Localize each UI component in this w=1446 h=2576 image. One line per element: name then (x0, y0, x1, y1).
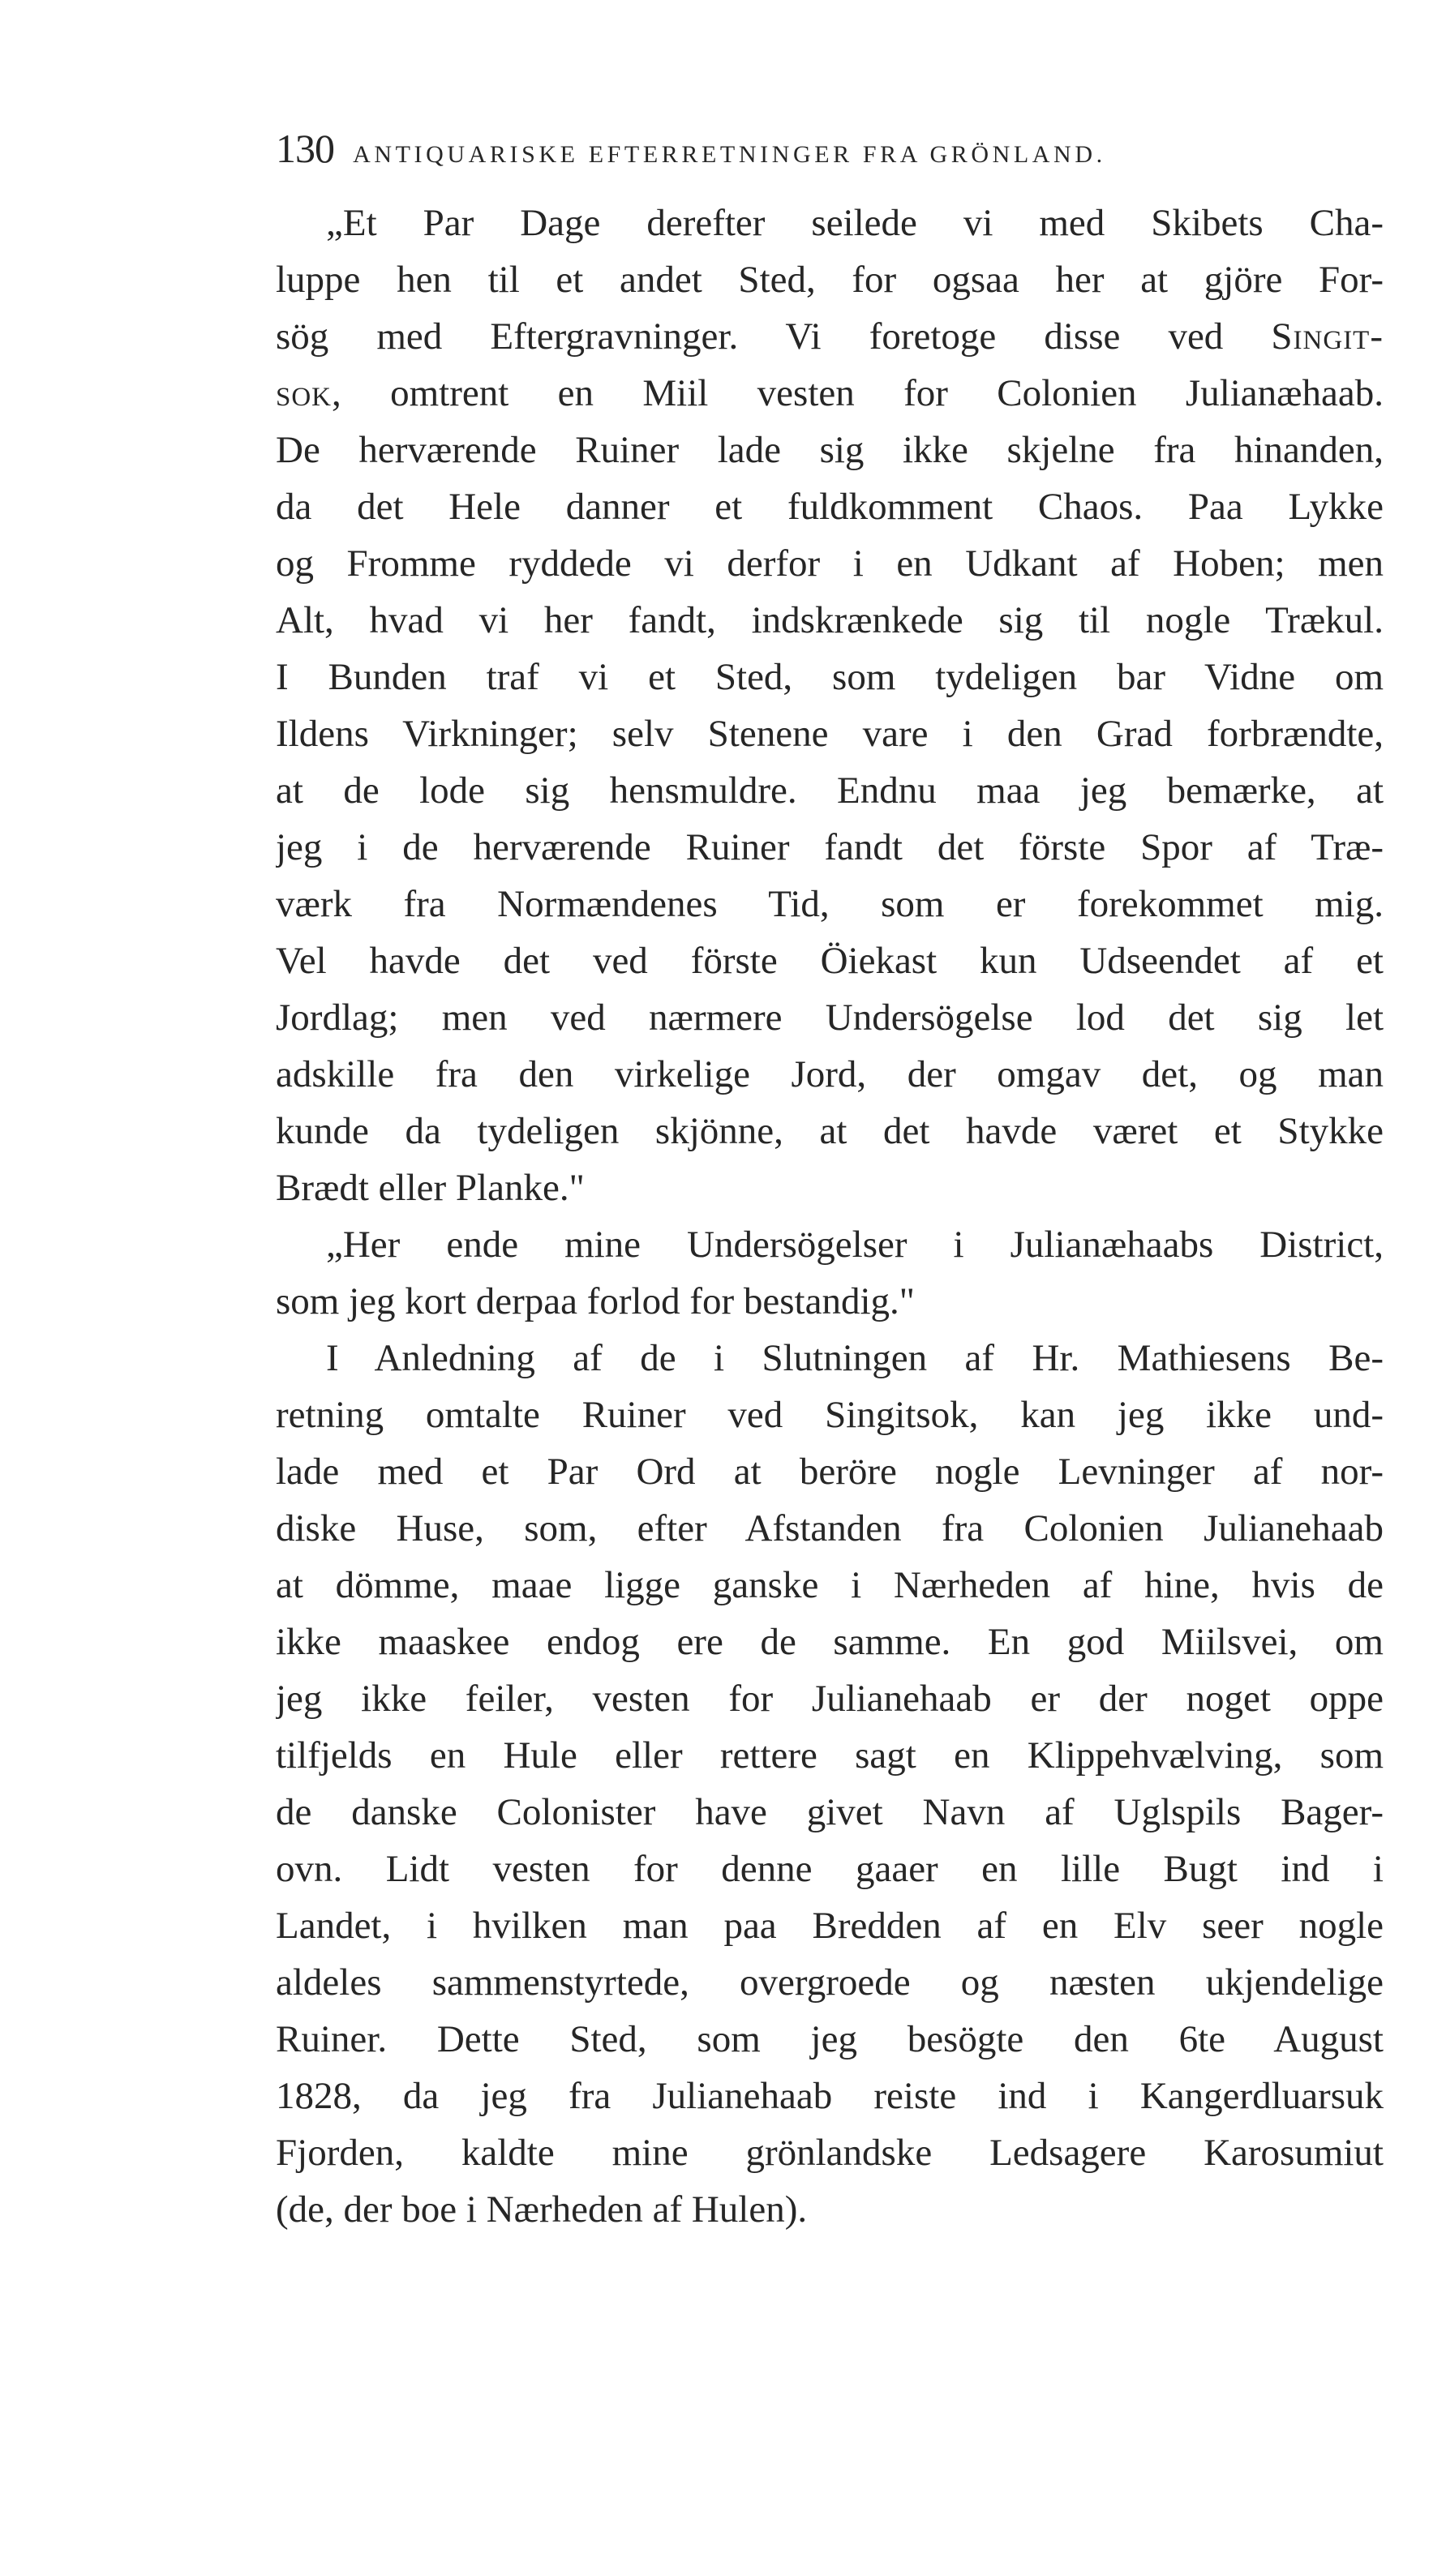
place-name-smallcaps: sok (276, 372, 333, 414)
text-line: at de lode sig hensmuldre. Endnu maa jeg bemærke, at (276, 769, 1384, 812)
text-line: Ruiner. Dette Sted, som jeg besögte den 6te August (276, 2018, 1384, 2060)
text-line: ovn. Lidt vesten for denne gaaer en lille Bugt ind i (276, 1848, 1384, 1890)
text-line: I Anledning af de i Slutningen af Hr. Mathiesens Be- (326, 1337, 1384, 1379)
place-name-smallcaps: Singit- (1271, 315, 1384, 358)
page-number: 130 (276, 126, 334, 171)
paragraph-3 (276, 1330, 1384, 2238)
paragraph-2 (276, 1216, 1384, 1330)
text-line: og Fromme ryddede vi derfor i en Udkant af Hoben; men (276, 542, 1384, 585)
text-line: da det Hele danner et fuldkomment Chaos. Paa Lykke (276, 486, 1384, 528)
text-line (276, 308, 1384, 365)
text-line: „Her ende mine Undersögelser i Julianæhaabs District, (326, 1224, 1384, 1266)
text-line: „Et Par Dage derefter seilede vi med Skibets Cha- (326, 202, 1384, 244)
text-line: som jeg kort derpaa forlod for bestandig." (276, 1280, 915, 1322)
text-line (276, 365, 1384, 422)
text-line: kunde da tydeligen skjönne, at det havde været et Stykke (276, 1110, 1384, 1152)
text-line: 1828, da jeg fra Julianehaab reiste ind i Kangerdluarsuk (276, 2075, 1384, 2117)
running-head: ANTIQUARISKE EFTERRETNINGER FRA GRÖNLAND. (353, 141, 1106, 168)
text-line: Fjorden, kaldte mine grönlandske Ledsagere Karosumiut (276, 2132, 1384, 2174)
text-line: Brædt eller Planke." (276, 1167, 585, 1209)
text-line: Landet, i hvilken man paa Bredden af en Elv seer nogle (276, 1905, 1384, 1947)
text-line: de danske Colonister have givet Navn af Uglspils Bager- (276, 1791, 1384, 1833)
text-line: Alt, hvad vi her fandt, indskrænkede sig til nogle Trækul. (276, 599, 1384, 641)
text-line: retning omtalte Ruiner ved Singitsok, kan jeg ikke und- (276, 1394, 1384, 1436)
text-line: De herværende Ruiner lade sig ikke skjelne fra hinanden, (276, 429, 1384, 471)
text-line: I Bunden traf vi et Sted, som tydeligen bar Vidne om (276, 656, 1384, 698)
text-line: Jordlag; men ved nærmere Undersögelse lod det sig let (276, 997, 1384, 1039)
text-line: (de, der boe i Nærheden af Hulen). (276, 2188, 808, 2231)
text-line: aldeles sammenstyrtede, overgroede og næsten ukjendelige (276, 1961, 1384, 2004)
text-line: ikke maaskee endog ere de samme. En god Miilsvei, om (276, 1621, 1384, 1663)
text-line: Vel havde det ved förste Öiekast kun Udseendet af et (276, 940, 1384, 982)
text-line: luppe hen til et andet Sted, for ogsaa her at gjöre For- (276, 259, 1384, 301)
text-line: jeg i de herværende Ruiner fandt det förste Spor af Træ- (276, 826, 1384, 868)
text-line: tilfjelds en Hule eller rettere sagt en Klippehvælving, som (276, 1734, 1384, 1777)
text-line: jeg ikke feiler, vesten for Julianehaab er der noget oppe (276, 1678, 1384, 1720)
text-segment: , omtrent en Miil vesten for Colonien Julianæhaab. (332, 372, 1384, 414)
text-line: diske Huse, som, efter Afstanden fra Colonien Julianehaab (276, 1507, 1384, 1549)
text-segment: sög med Eftergravninger. Vi foretoge disse ved (276, 315, 1272, 358)
text-line: værk fra Normændenes Tid, som er forekommet mig. (276, 883, 1384, 925)
text-line: adskille fra den virkelige Jord, der omgav det, og man (276, 1053, 1384, 1095)
text-line: Ildens Virkninger; selv Stenene vare i den Grad forbrændte, (276, 713, 1384, 755)
body-text (276, 195, 1384, 2238)
text-line: lade med et Par Ord at beröre nogle Levninger af nor- (276, 1451, 1384, 1493)
paragraph-1 (276, 195, 1384, 1216)
page-header (276, 125, 1387, 182)
text-line: at dömme, maae ligge ganske i Nærheden af hine, hvis de (276, 1564, 1384, 1606)
